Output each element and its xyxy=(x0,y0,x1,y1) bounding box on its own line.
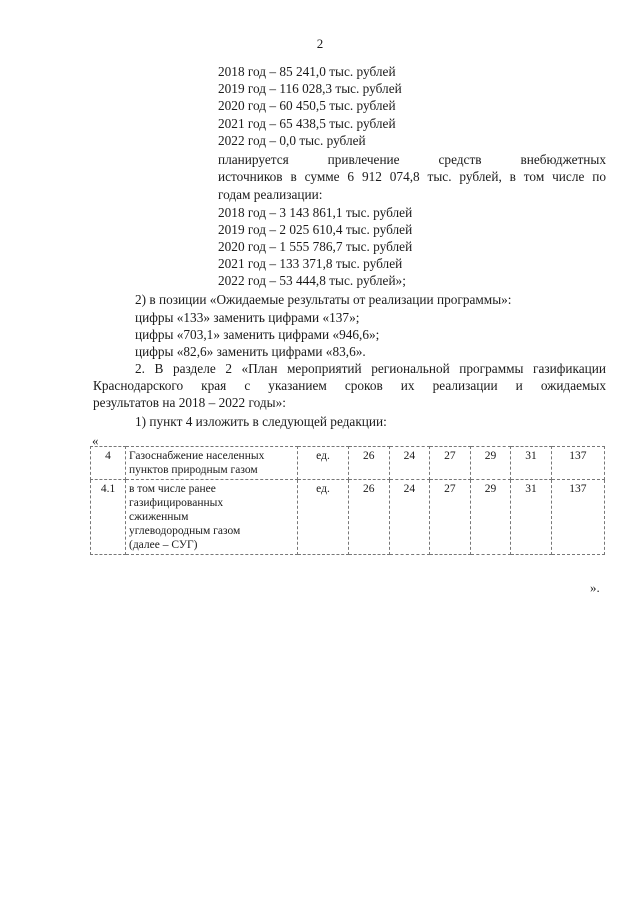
row-name xyxy=(126,447,298,480)
row-name-line: (далее – СУГ) xyxy=(129,539,198,551)
row-unit: ед. xyxy=(298,480,349,555)
row-number: 4.1 xyxy=(91,480,126,555)
funding-line: 2019 год – 116 028,3 тыс. рублей xyxy=(218,81,402,96)
paragraph-line: 2. В разделе 2 «План мероприятий региональной программы газификации xyxy=(135,361,606,376)
paragraph-line: Краснодарского края с указанием сроков их реализации и ожидаемых xyxy=(93,378,606,393)
funding-line: 2022 год – 53 444,8 тыс. рублей»; xyxy=(218,273,406,288)
paragraph-line: годам реализации: xyxy=(218,187,323,202)
item-2-position: 2) в позиции «Ожидаемые результаты от реализации программы»: xyxy=(135,292,512,307)
value-cell: 31 xyxy=(511,480,552,555)
plan-table xyxy=(90,446,605,555)
table-row xyxy=(91,480,605,555)
replacement-line: цифры «82,6» заменить цифрами «83,6». xyxy=(135,344,366,359)
close-quote: ». xyxy=(590,580,600,595)
replacement-line: цифры «703,1» заменить цифрами «946,6»; xyxy=(135,327,380,342)
funding-line: 2021 год – 133 371,8 тыс. рублей xyxy=(218,256,403,271)
open-quote: « xyxy=(92,433,99,448)
funding-line: 2018 год – 3 143 861,1 тыс. рублей xyxy=(218,205,413,220)
paragraph-line: источников в сумме 6 912 074,8 тыс. рублей, в том числе по xyxy=(218,169,606,184)
replacement-line: цифры «133» заменить цифрами «137»; xyxy=(135,310,360,325)
row-number: 4 xyxy=(91,447,126,480)
value-cell: 137 xyxy=(551,480,604,555)
sub-item-1: 1) пункт 4 изложить в следующей редакции: xyxy=(135,414,387,429)
page-number: 2 xyxy=(316,36,324,51)
value-cell: 31 xyxy=(511,447,552,480)
row-name xyxy=(126,480,298,555)
value-cell: 26 xyxy=(349,447,390,480)
value-cell: 24 xyxy=(389,480,430,555)
row-unit: ед. xyxy=(298,447,349,480)
row-name-line: пунктов природным газом xyxy=(129,464,258,476)
funding-line: 2020 год – 1 555 786,7 тыс. рублей xyxy=(218,239,413,254)
row-name-line: в том числе ранее xyxy=(129,483,216,495)
row-name-line: сжиженным xyxy=(129,511,189,523)
paragraph-line: планируется привлечение средств внебюджетных xyxy=(218,152,606,167)
value-cell: 29 xyxy=(470,480,511,555)
row-name-line: углеводородным газом xyxy=(129,525,241,537)
value-cell: 137 xyxy=(551,447,604,480)
funding-line: 2019 год – 2 025 610,4 тыс. рублей xyxy=(218,222,413,237)
value-cell: 24 xyxy=(389,447,430,480)
value-cell: 26 xyxy=(349,480,390,555)
row-name-line: Газоснабжение населенных xyxy=(129,450,265,462)
value-cell: 27 xyxy=(430,480,471,555)
row-name-line: газифицированных xyxy=(129,497,224,509)
section-2-paragraph xyxy=(93,360,606,394)
funding-line: 2021 год – 65 438,5 тыс. рублей xyxy=(218,116,396,131)
extra-budget-paragraph xyxy=(218,151,606,185)
funding-line: 2020 год – 60 450,5 тыс. рублей xyxy=(218,98,396,113)
paragraph-line: результатов на 2018 – 2022 годы»: xyxy=(93,395,286,410)
funding-line: 2018 год – 85 241,0 тыс. рублей xyxy=(218,64,396,79)
table-row xyxy=(91,447,605,480)
value-cell: 29 xyxy=(470,447,511,480)
value-cell: 27 xyxy=(430,447,471,480)
funding-line: 2022 год – 0,0 тыс. рублей xyxy=(218,133,366,148)
